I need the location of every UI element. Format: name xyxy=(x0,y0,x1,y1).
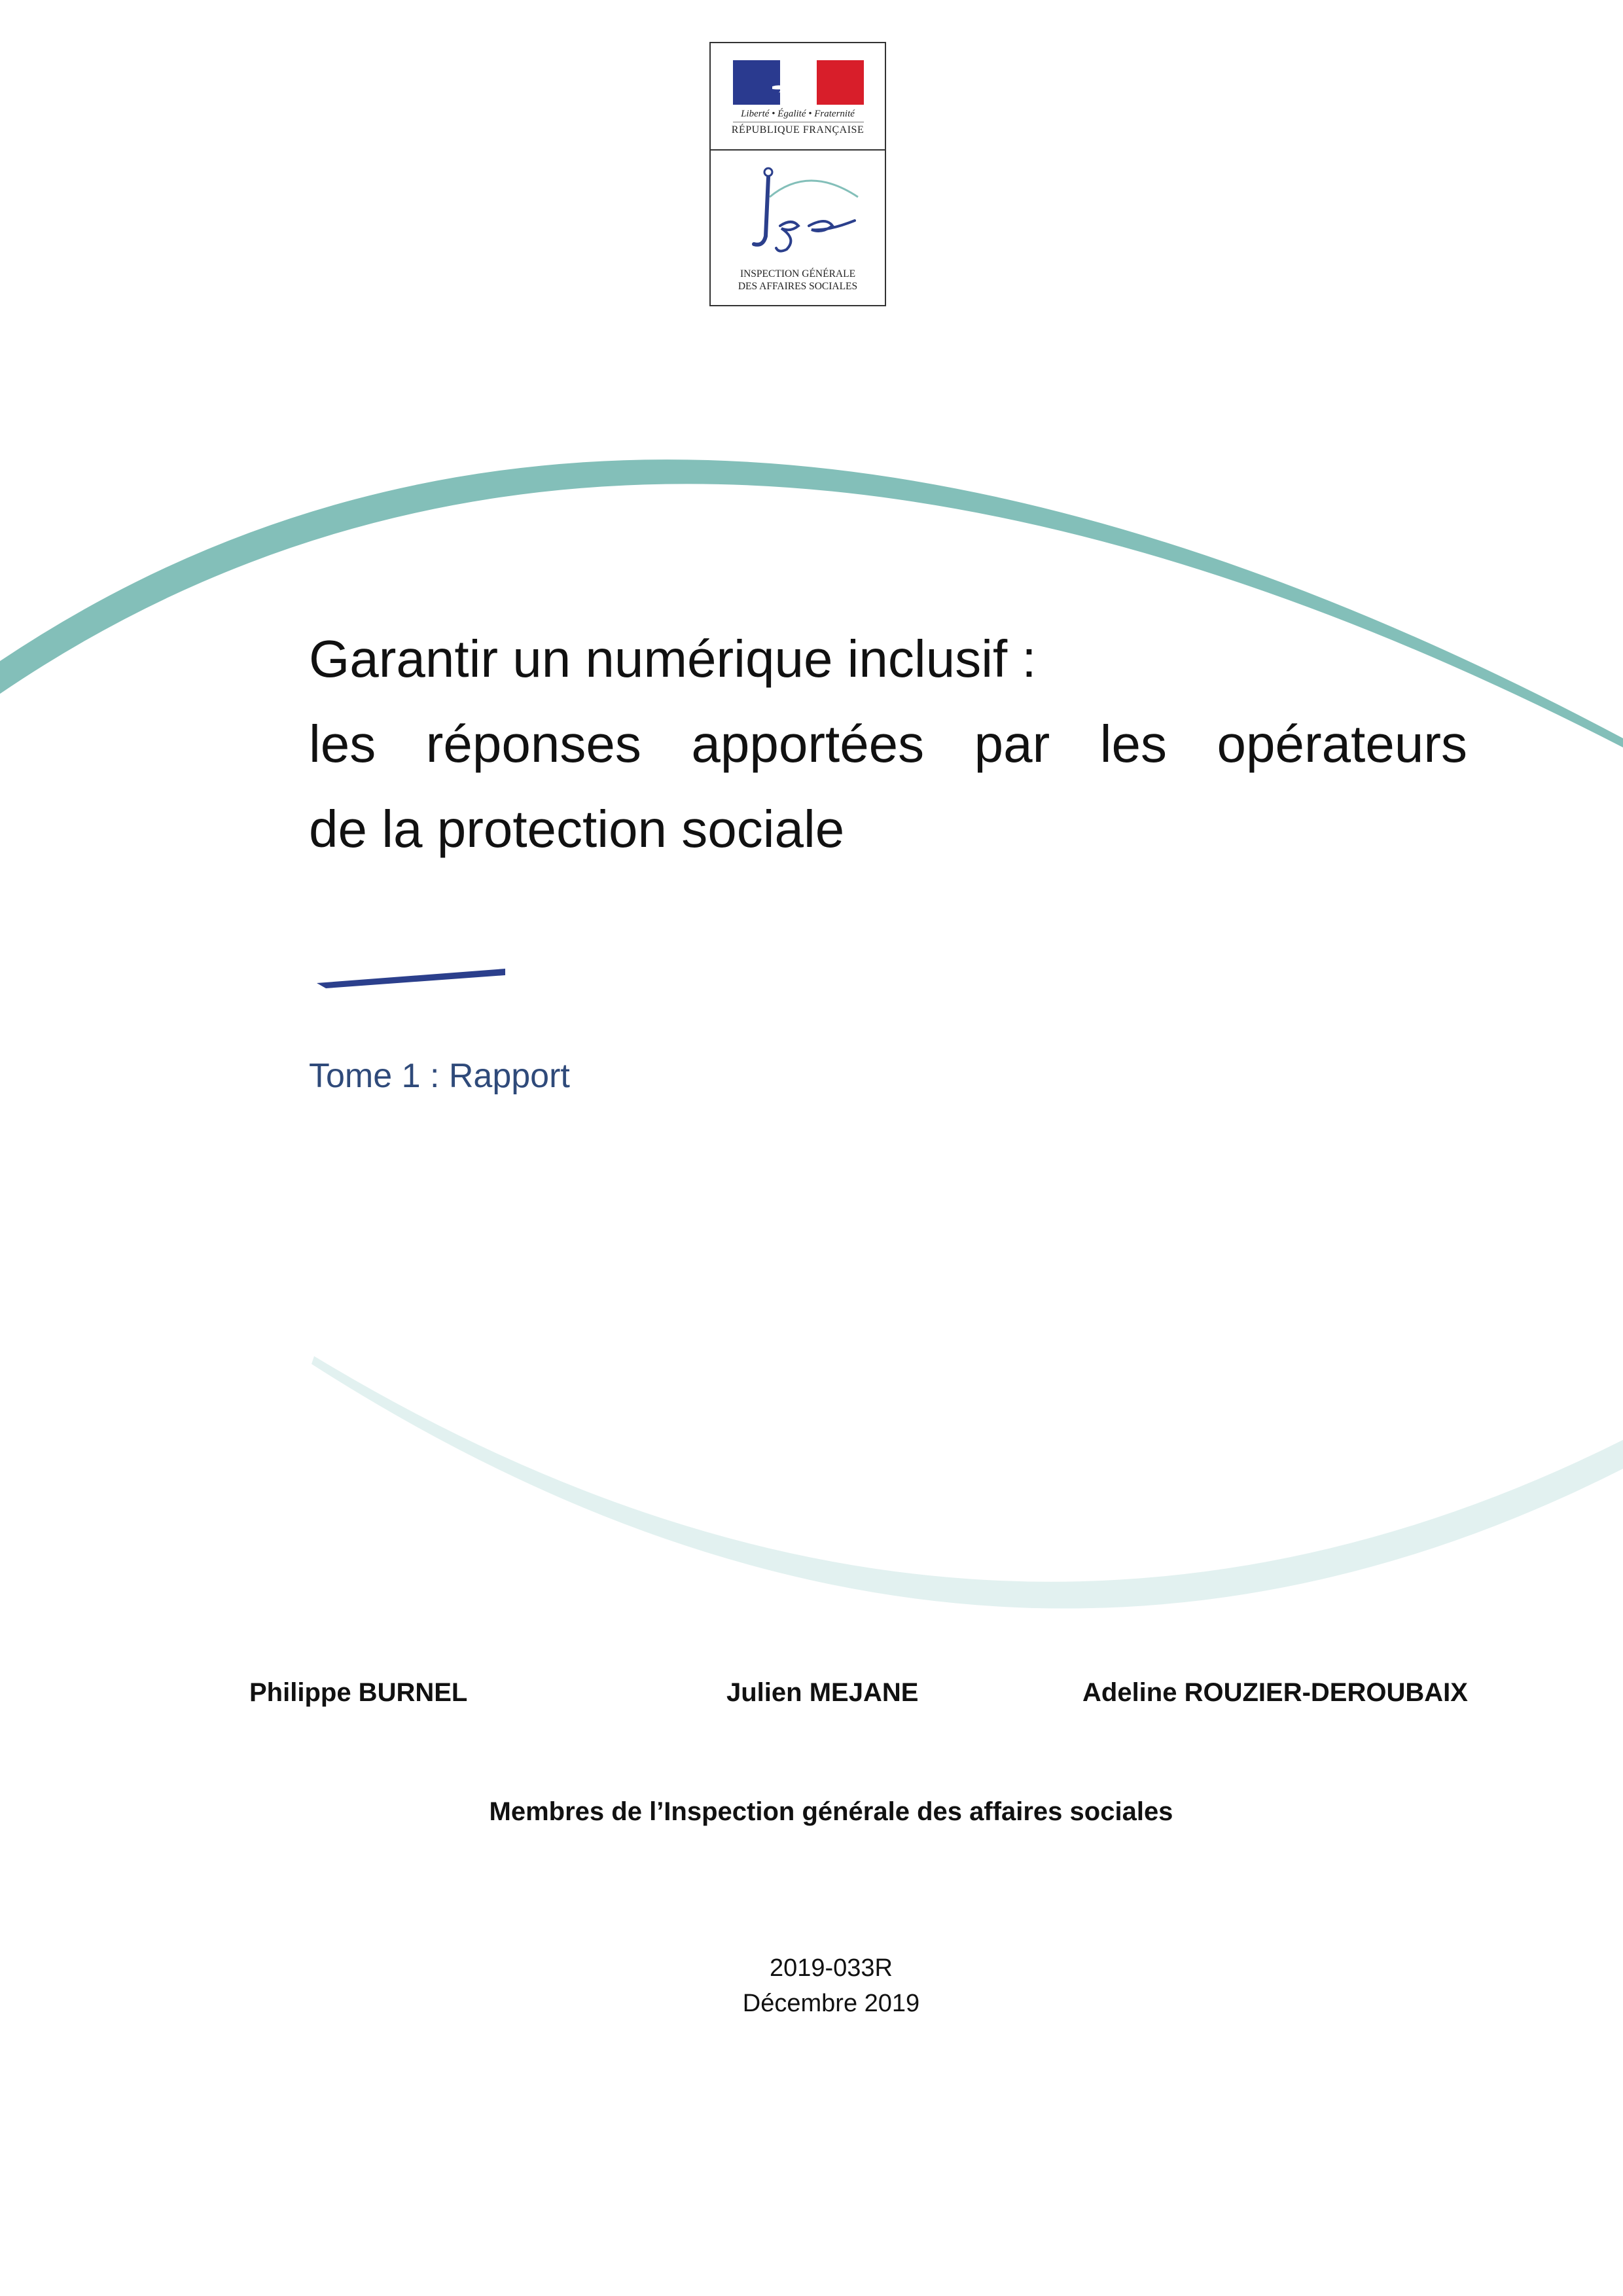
marianne-flag-icon xyxy=(733,60,864,105)
author-name: Philippe BURNEL xyxy=(249,1678,468,1707)
republic-motto: Liberté • Égalité • Fraternité xyxy=(741,109,855,119)
igas-caption xyxy=(711,268,885,293)
title-line-2: les réponses apportées par les opérateurs xyxy=(309,715,1467,773)
title-line-1: Garantir un numérique inclusif : xyxy=(309,630,1037,688)
bottom-light-arc xyxy=(312,1356,1623,1609)
igas-caption-line1: INSPECTION GÉNÉRALE xyxy=(740,268,856,279)
author-name: Julien MEJANE xyxy=(726,1678,919,1707)
report-reference: 2019-033R xyxy=(769,1954,893,1982)
report-subtitle: Tome 1 : Rapport xyxy=(309,1057,570,1095)
title-line-3: de la protection sociale xyxy=(309,800,845,858)
logo-block xyxy=(709,42,886,306)
report-date: Décembre 2019 xyxy=(742,1990,920,2017)
authors-affiliation: Membres de l’Inspection générale des affaires sociales xyxy=(489,1797,1173,1826)
republique-francaise-logo xyxy=(711,43,885,151)
report-title xyxy=(309,617,1467,872)
republique-francaise-label: RÉPUBLIQUE FRANÇAISE xyxy=(731,124,865,135)
igas-caption-line2: DES AFFAIRES SOCIALES xyxy=(738,281,858,292)
igas-logo-icon xyxy=(724,158,874,262)
author-name: Adeline ROUZIER-DEROUBAIX xyxy=(1082,1678,1468,1707)
accent-dash xyxy=(317,969,507,988)
